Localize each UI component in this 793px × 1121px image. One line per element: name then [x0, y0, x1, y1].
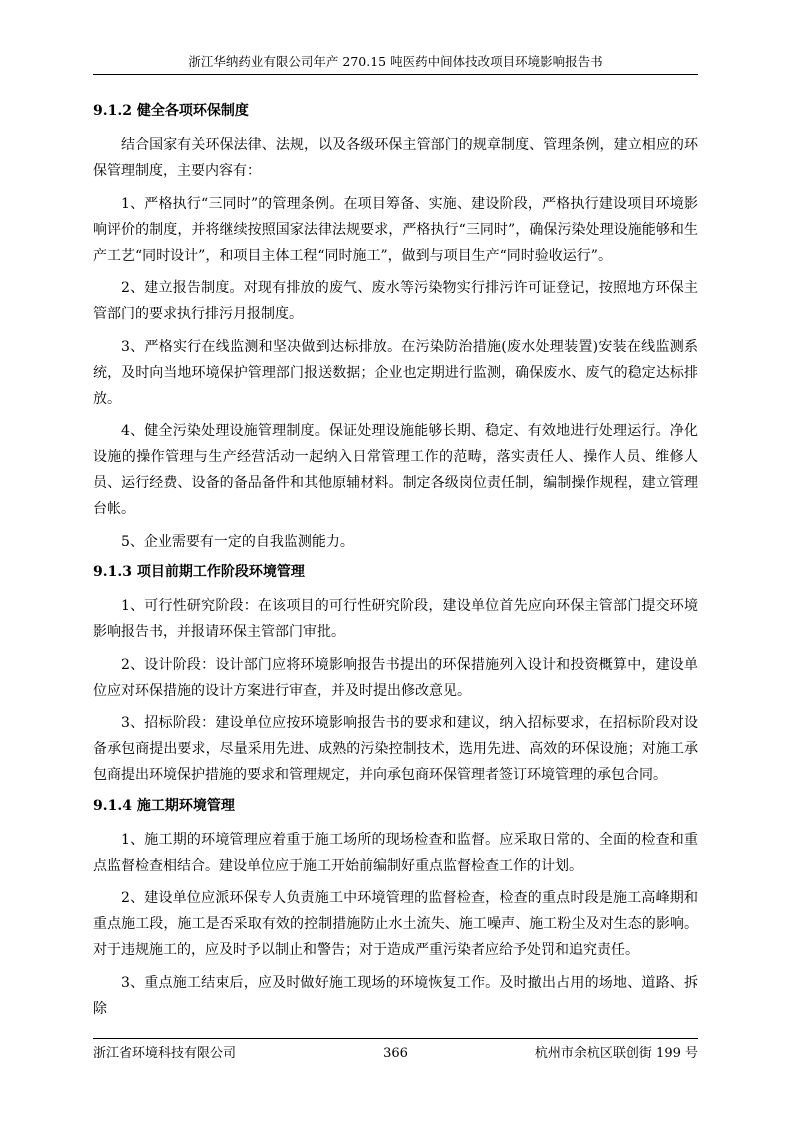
section-heading-9-1-4: 9.1.4 施工期环境管理 [93, 797, 235, 814]
running-header: 浙江华纳药业有限公司年产 270.15 吨医药中间体技改项目环境影响报告书 [188, 54, 603, 69]
header-divider [93, 74, 698, 75]
paragraph: 5、企业需要有一定的自我监测能力。 [121, 533, 354, 550]
section-heading-9-1-2: 9.1.2 健全各项环保制度 [93, 103, 249, 119]
paragraph: 2、建立报告制度。对现有排放的废气、废水等污染物实行排污许可证登记，按照地方环保主管部门的要求执行排污月报制度。 [93, 280, 698, 322]
running-footer [93, 1044, 698, 1064]
footer-divider [93, 1038, 698, 1039]
paragraph: 1、可行性研究阶段：在该项目的可行性研究阶段，建设单位首先应向环保主管部门提交环境影响报告书，并报请环保主管部门审批。 [93, 598, 698, 640]
paragraph: 3、严格实行在线监测和坚决做到达标排放。在污染防治措施(废水处理装置)安装在线监测系统，及时向当地环境保护管理部门报送数据；企业也定期进行监测，确保废水、废气的稳定达标排放。 [93, 338, 698, 407]
paragraph: 3、重点施工结束后，应及时做好施工现场的环境恢复工作。及时撤出占用的场地、道路、拆除 [93, 974, 698, 1017]
paragraph: 1、严格执行“三同时”的管理条例。在项目筹备、实施、建设阶段，严格执行建设项目环境影响评价的制度，并将继续按照国家法律法规要求，严格执行“三同时”，确保污染处理设施能够和生产工艺“同时设计”，和项目主体工程“同时施工”，做到与项目生产“同时验收运行”。 [93, 195, 698, 264]
page-number: 366 [383, 1046, 408, 1061]
document-body [93, 100, 698, 1028]
paragraph: 4、健全污染处理设施管理制度。保证处理设施能够长期、稳定、有效地进行处理运行。净化设施的操作管理与生产经营活动一起纳入日常管理工作的范畴，落实责任人、操作人员、维修人员、运行经费、设备的备品备件和其他原辅材料。制定各级岗位责任制，编制操作规程，建立管理台帐。 [93, 423, 698, 517]
paragraph: 2、设计阶段：设计部门应将环境影响报告书提出的环保措施列入设计和投资概算中，建设单位应对环保措施的设计方案进行审查，并及时提出修改意见。 [93, 656, 698, 699]
paragraph: 结合国家有关环保法律、法规，以及各级环保主管部门的规章制度、管理条例，建立相应的环保管理制度，主要内容有： [93, 137, 698, 179]
paragraph: 2、建设单位应派环保专人负责施工中环境管理的监督检查，检查的重点时段是施工高峰期和重点施工段，施工是否采取有效的控制措施防止水土流失、施工噪声、施工粉尘及对生态的影响。对于违规施工的，应及时予以制止和警告；对于造成严重污染者应给予处罚和追究责任。 [93, 890, 698, 958]
paragraph: 1、施工期的环境管理应着重于施工场所的现场检查和监督。应采取日常的、全面的检查和重点监督检查相结合。建设单位应于施工开始前编制好重点监督检查工作的计划。 [93, 831, 698, 874]
footer-address: 杭州市余杭区联创街 199 号 [534, 1046, 698, 1061]
footer-company: 浙江省环境科技有限公司 [93, 1046, 237, 1061]
paragraph: 3、招标阶段：建设单位应按环境影响报告书的要求和建议，纳入招标要求，在招标阶段对设备承包商提出要求，尽量采用先进、成熟的污染控制技术，选用先进、高效的环保设施；对施工承包商提出环境保护措施的要求和管理规定，并向承包商环保管理者签订环境管理的承包合同。 [93, 715, 698, 783]
section-heading-9-1-3: 9.1.3 项目前期工作阶段环境管理 [93, 564, 305, 580]
